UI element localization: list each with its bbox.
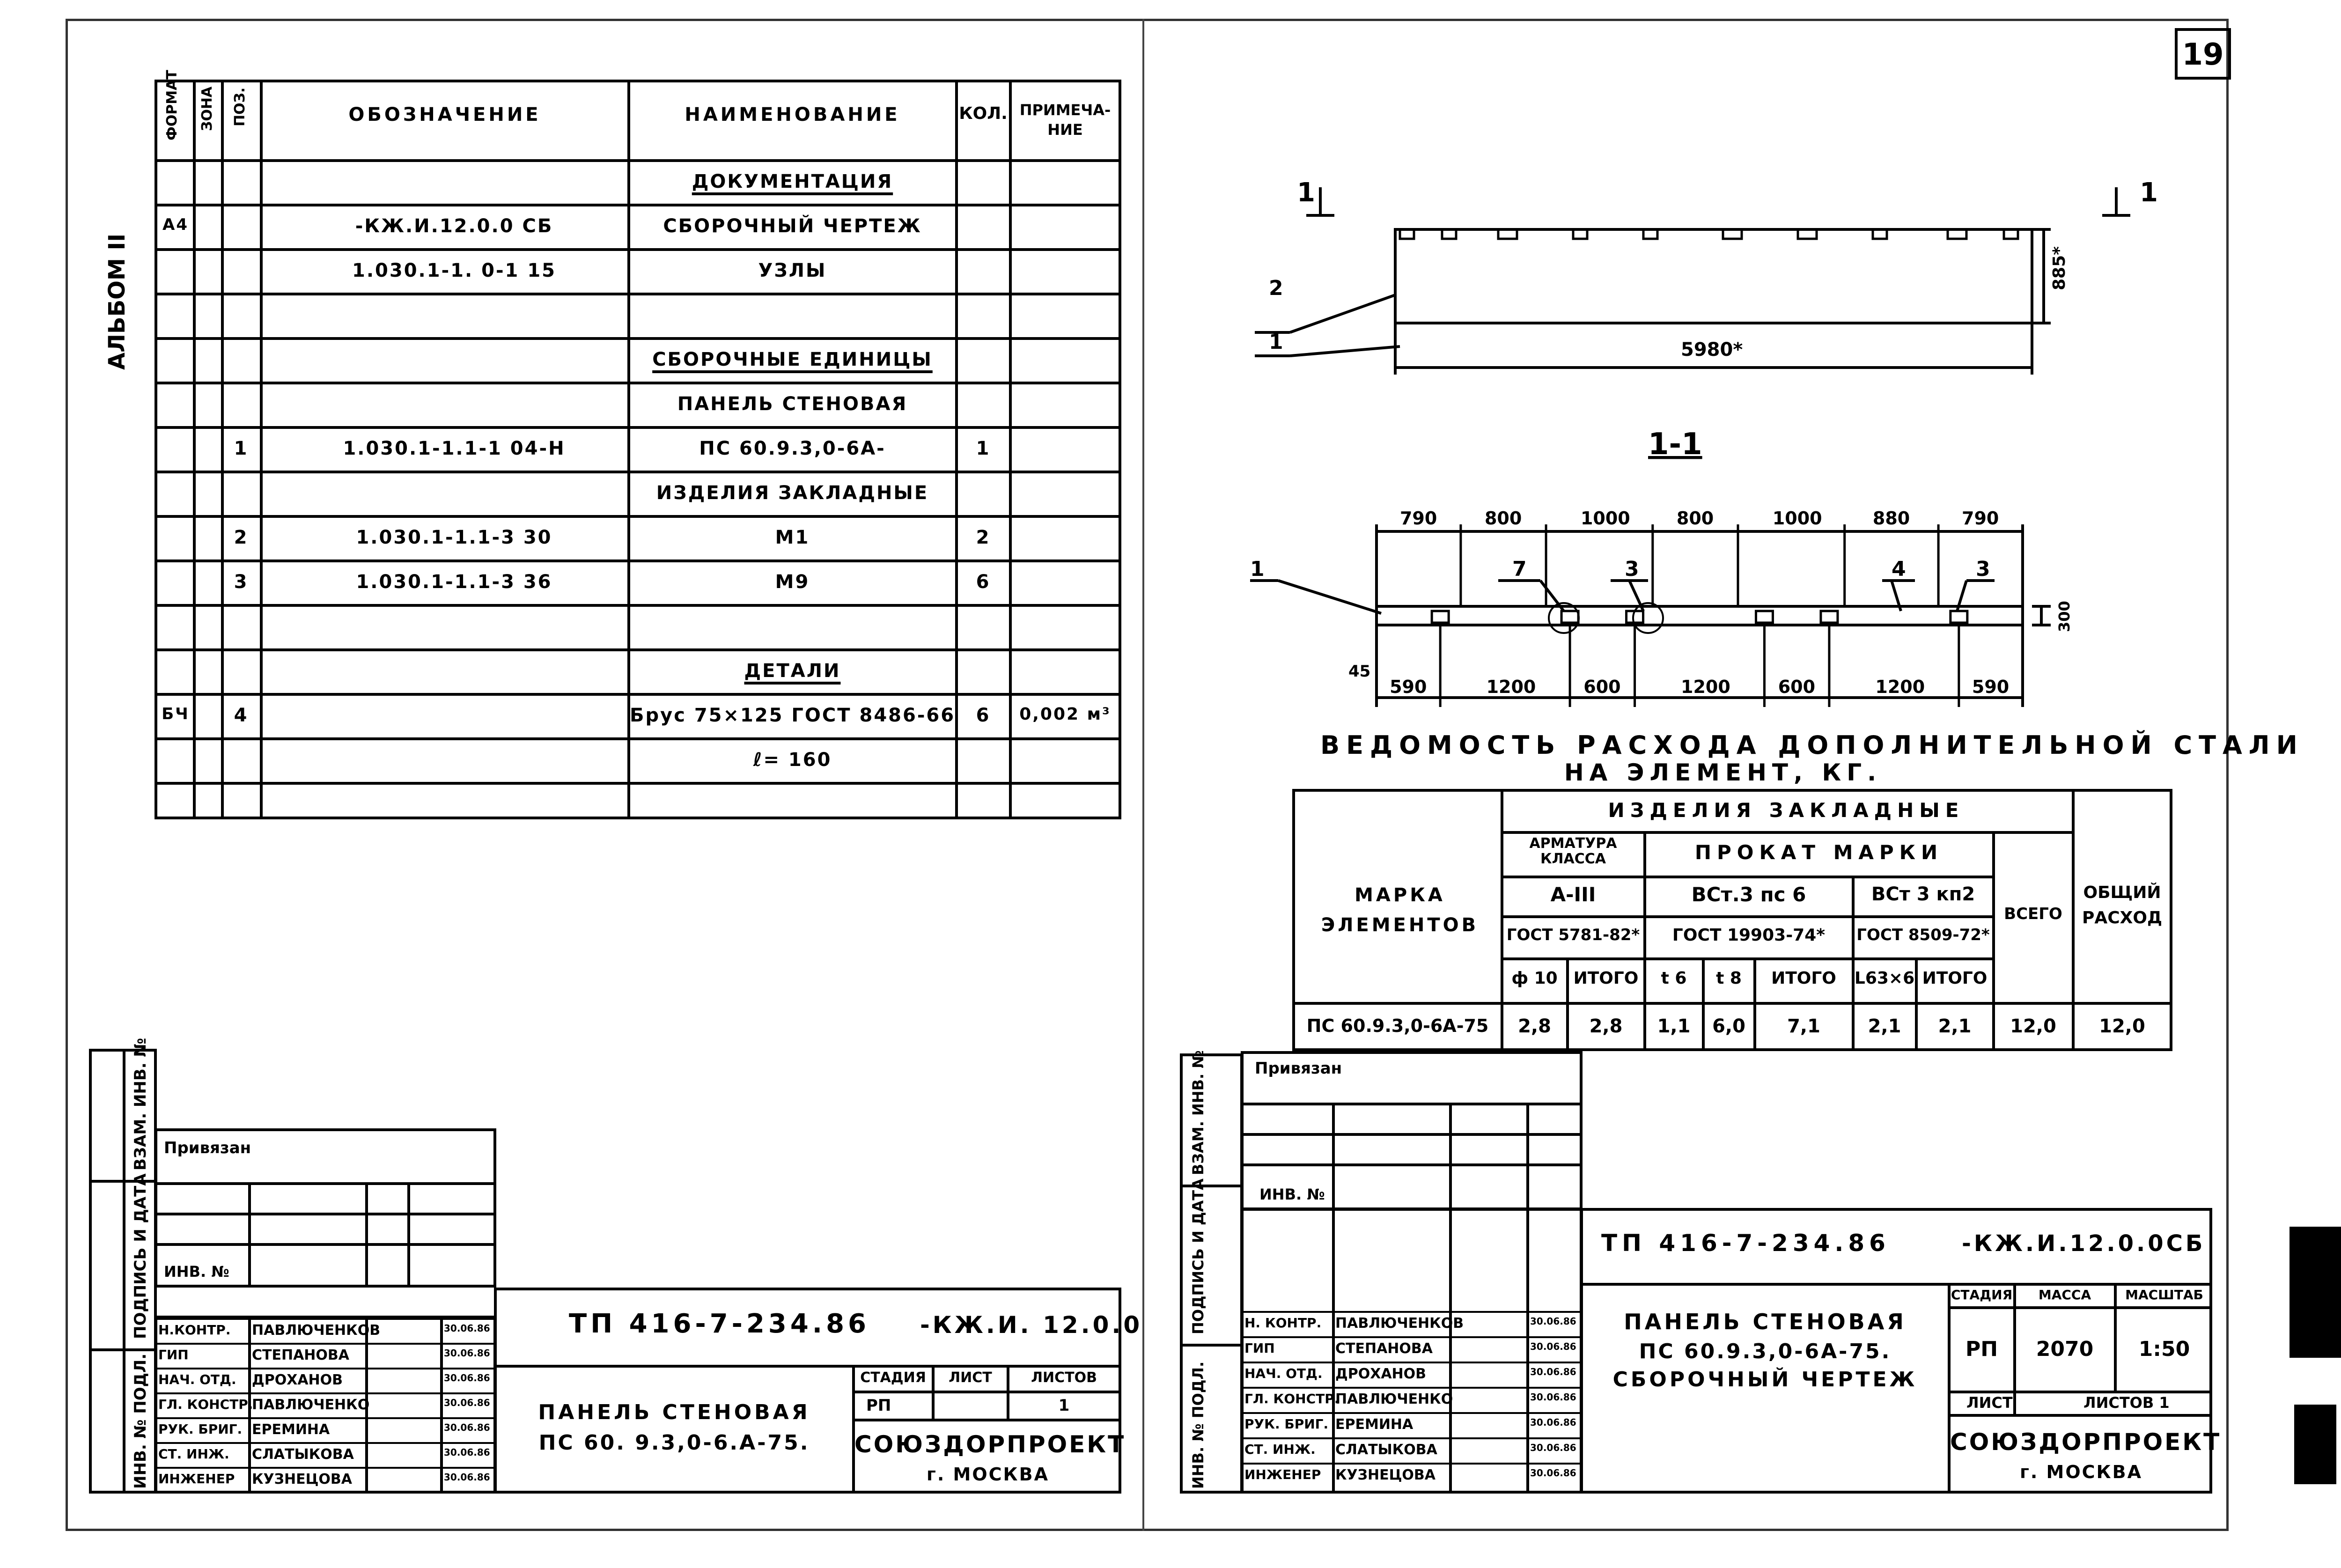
- right-scale-value: 1:50: [2138, 1337, 2190, 1361]
- right-privyazan-label: Привязан: [1255, 1059, 1342, 1078]
- spec-cell-pos: 3: [234, 571, 249, 593]
- spec-header-designation: ОБОЗНАЧЕНИЕ: [348, 104, 541, 125]
- staff-date: 30.06.86: [1530, 1391, 1576, 1403]
- privyazan-col: [1526, 1103, 1529, 1210]
- steel-value: 6,0: [1712, 1016, 1745, 1037]
- section-top-dim: 800: [1676, 508, 1714, 529]
- privyazan-line: [1241, 1133, 1583, 1136]
- staff-name: СЛАТЫКОВА: [252, 1446, 354, 1463]
- staff-name: СТЕПАНОВА: [1335, 1340, 1433, 1357]
- steel-subheader: ИТОГО: [1573, 969, 1639, 988]
- staff-date: 30.06.86: [1530, 1366, 1576, 1377]
- steel-value: 2,8: [1518, 1016, 1551, 1037]
- section-top-dim: 790: [1399, 508, 1437, 529]
- title-line: [852, 1419, 1121, 1421]
- spec-cell-name: Брус 75×125 ГОСТ 8486-66: [630, 705, 956, 726]
- right-sheet-header: ЛИСТ: [1966, 1394, 2013, 1412]
- embedded-item-mark: [1561, 611, 1578, 623]
- spec-cell-designation: 1.030.1-1. 0-1 15: [352, 260, 556, 281]
- spec-header-format: ФОРМАТ: [164, 70, 180, 140]
- staff-name: СЛАТЫКОВА: [1335, 1442, 1437, 1458]
- spec-cell-name: М1: [775, 527, 810, 548]
- spec-col-line: [260, 80, 263, 819]
- spec-cell-designation: 1.030.1-1.1-3 36: [356, 571, 552, 593]
- steel-subheader: t 8: [1716, 969, 1742, 988]
- spec-row-line: [155, 471, 1121, 473]
- title-line: [1948, 1391, 2212, 1393]
- section-mark-right: 1: [2140, 177, 2158, 208]
- staff-name: ПАВЛЮЧЕНКОВ: [1335, 1315, 1464, 1332]
- left-sheets-header: ЛИСТОВ: [1031, 1369, 1097, 1386]
- staff-col: [1526, 1208, 1529, 1494]
- privyazan-line: [155, 1243, 496, 1246]
- section-top-dim: 1000: [1772, 508, 1822, 529]
- left-org: СОЮЗДОРПРОЕКТ: [854, 1431, 1126, 1458]
- staff-role: ГЛ. КОНСТР.: [158, 1397, 253, 1412]
- right-mass-value: 2070: [2036, 1337, 2094, 1361]
- staff-row-line: [155, 1343, 496, 1345]
- staff-date: 30.06.86: [444, 1347, 490, 1359]
- steel-value: 12,0: [2099, 1016, 2145, 1037]
- left-code-suffix: -КЖ.И. 12.0.0: [920, 1311, 1143, 1339]
- staff-name: СТЕПАНОВА: [252, 1347, 349, 1363]
- embedded-item-mark: [1432, 611, 1449, 623]
- scan-edge-mark: [2289, 1227, 2341, 1358]
- steel-value: 2,1: [1868, 1016, 1901, 1037]
- staff-name: КУЗНЕЦОВА: [252, 1471, 352, 1487]
- left-stage-header: СТАДИЯ: [860, 1369, 926, 1386]
- spec-header-pos: ПОЗ.: [232, 87, 248, 126]
- section-callout: 1: [1250, 557, 1265, 581]
- staff-date: 30.06.86: [444, 1397, 490, 1408]
- embedded-item-mark: [1756, 611, 1773, 623]
- right-title-line-2: ПС 60.9.3,0-6А-75.: [1639, 1340, 1892, 1363]
- right-side-label-1: ВЗАМ. ИНВ. №: [1189, 1050, 1207, 1175]
- privyazan-col: [365, 1182, 368, 1288]
- steel-subheader: ИТОГО: [1771, 969, 1836, 988]
- staff-role: Н. КОНТР.: [1244, 1315, 1322, 1331]
- strip-divider: [123, 1049, 125, 1494]
- section-callout: 3: [1976, 557, 1990, 581]
- staff-role: ГИП: [158, 1347, 189, 1362]
- spec-cell-pos: 1: [234, 438, 249, 459]
- privyazan-line: [1241, 1103, 1583, 1105]
- spec-header-line: [155, 159, 1121, 162]
- steel-subheader: t 6: [1661, 969, 1687, 988]
- privyazan-col: [248, 1182, 251, 1288]
- steel-rolled-b: ВСт 3 кп2: [1871, 883, 1975, 905]
- spec-row-line: [155, 782, 1121, 785]
- steel-value: 7,1: [1787, 1016, 1820, 1037]
- spec-col-line: [193, 80, 196, 819]
- embedded-item-mark: [1951, 611, 1967, 623]
- spec-cell-name: СБОРОЧНЫЕ ЕДИНИЦЫ: [652, 349, 933, 370]
- spec-cell-format: А4: [162, 215, 189, 234]
- steel-rebar-header: АРМАТУРА КЛАССА: [1529, 835, 1617, 867]
- staff-row-line: [1241, 1362, 1583, 1363]
- staff-date: 30.06.86: [1530, 1467, 1576, 1479]
- spec-row-line: [155, 337, 1121, 340]
- steel-title-line-2: НА ЭЛЕМЕНТ, КГ.: [1564, 759, 1882, 786]
- steel-row: [1501, 876, 1992, 878]
- section-bottom-dim: 590: [1972, 677, 2010, 697]
- staff-row-line: [155, 1442, 496, 1444]
- staff-date: 30.06.86: [444, 1447, 490, 1458]
- left-side-label-1: ВЗАМ. ИНВ. №: [131, 1038, 150, 1170]
- spec-cell-name: ПС 60.9.3,0-6А-: [699, 438, 886, 459]
- staff-role: НАЧ. ОТД.: [158, 1372, 236, 1387]
- spec-row-line: [155, 737, 1121, 740]
- spec-row-line: [155, 426, 1121, 429]
- staff-col: [1332, 1208, 1335, 1494]
- left-stage-value: РП: [866, 1396, 891, 1415]
- right-inv-label: ИНВ. №: [1259, 1185, 1325, 1203]
- spec-header-qty: КОЛ.: [959, 104, 1008, 123]
- staff-role: Н.КОНТР.: [158, 1322, 231, 1338]
- right-scale-header: МАСШТАБ: [2125, 1287, 2203, 1303]
- section-mark-left: 1: [1297, 177, 1315, 208]
- spec-cell-name: ДОКУМЕНТАЦИЯ: [692, 171, 893, 192]
- scan-edge-mark: [2294, 1405, 2336, 1484]
- spec-cell-name: СБОРОЧНЫЙ ЧЕРТЕЖ: [663, 215, 922, 237]
- left-inv-label: ИНВ. №: [164, 1263, 229, 1281]
- privyazan-col: [1449, 1103, 1452, 1210]
- section-bottom-dim: 590: [1390, 677, 1427, 697]
- spec-cell-pos: 4: [234, 705, 249, 726]
- steel-total-header: ВСЕГО: [2004, 905, 2062, 923]
- spec-row-line: [155, 559, 1121, 562]
- steel-mark-header: МАРКА ЭЛЕМЕНТОВ: [1321, 884, 1479, 936]
- staff-name: ПАВЛЮЧЕНКО: [252, 1397, 370, 1413]
- steel-col: [1501, 789, 1503, 1051]
- staff-role: ГЛ. КОНСТР.: [1244, 1391, 1340, 1406]
- steel-row: [1292, 1002, 2172, 1005]
- spec-cell-note: 0,002 м³: [1019, 705, 1111, 724]
- staff-role: ИНЖЕНЕР: [158, 1471, 235, 1487]
- right-side-label-3: ИНВ. № ПОДЛ.: [1189, 1361, 1207, 1489]
- privyazan-col: [1332, 1103, 1335, 1210]
- staff-row-line: [1241, 1437, 1583, 1439]
- staff-row-line: [1241, 1336, 1583, 1338]
- left-side-label-2: ПОДПИСЬ И ДАТА: [131, 1173, 150, 1339]
- steel-subheader: ф 10: [1511, 969, 1558, 988]
- privyazan-col: [407, 1182, 410, 1288]
- left-privyazan-label: Привязан: [164, 1139, 251, 1157]
- spec-cell-designation: 1.030.1-1.1-1 04-Н: [343, 438, 566, 459]
- staff-name: ПАВЛЮЧЕНКО: [1335, 1391, 1453, 1407]
- right-title-line-3: СБОРОЧНЫЙ ЧЕРТЕЖ: [1612, 1368, 1918, 1391]
- elevation-height-dim: 885*: [2050, 246, 2069, 290]
- elevation-label-1: 1: [1269, 330, 1283, 354]
- panel-drawings: [1236, 169, 2158, 730]
- staff-date: 30.06.86: [444, 1372, 490, 1384]
- staff-role: ГИП: [1244, 1340, 1275, 1356]
- staff-row-line: [1241, 1412, 1583, 1414]
- album-label: АЛЬБОМ II: [104, 233, 130, 370]
- staff-row-line: [155, 1417, 496, 1419]
- steel-subheader: ИТОГО: [1922, 969, 1988, 988]
- section-top-dim: 880: [1872, 508, 1910, 529]
- spec-cell-name: ПАНЕЛЬ СТЕНОВАЯ: [677, 393, 908, 415]
- spec-cell-name: УЗЛЫ: [758, 260, 827, 281]
- staff-name: ПАВЛЮЧЕНКОВ: [252, 1322, 381, 1339]
- right-stage-header: СТАДИЯ: [1951, 1287, 2013, 1303]
- elevation-length-dim: 5980*: [1681, 339, 1743, 361]
- section-top-dim: 790: [1962, 508, 1999, 529]
- section-bottom-dim: 600: [1583, 677, 1621, 697]
- spec-row-line: [155, 693, 1121, 696]
- spec-cell-name: ИЗДЕЛИЯ ЗАКЛАДНЫЕ: [656, 482, 929, 504]
- spec-row-line: [155, 515, 1121, 518]
- right-title-line-1: ПАНЕЛЬ СТЕНОВАЯ: [1624, 1309, 1907, 1334]
- spec-row-line: [155, 382, 1121, 384]
- staff-name: ЕРЕМИНА: [252, 1421, 330, 1438]
- spec-row-line: [155, 248, 1121, 251]
- section-corner-dim: 45: [1348, 662, 1371, 681]
- steel-rebar-gost: ГОСТ 5781-82*: [1506, 926, 1640, 944]
- steel-overall-header: ОБЩИЙ РАСХОД: [2082, 883, 2163, 928]
- spec-header-zone: ЗОНА: [199, 86, 215, 131]
- left-city: г. МОСКВА: [927, 1464, 1049, 1485]
- spec-header-name: НАИМЕНОВАНИЕ: [685, 104, 900, 125]
- title-line: [494, 1365, 1121, 1368]
- section-top-dim: 800: [1484, 508, 1522, 529]
- spec-row-line: [155, 293, 1121, 295]
- staff-name: ДРОХАНОВ: [1335, 1366, 1427, 1382]
- staff-row-line: [155, 1318, 496, 1320]
- steel-embedded-header: ИЗДЕЛИЯ ЗАКЛАДНЫЕ: [1608, 799, 1965, 822]
- right-city: г. МОСКВА: [2020, 1462, 2142, 1482]
- staff-role: РУК. БРИГ.: [1244, 1416, 1329, 1432]
- sheet-center-divider: [1142, 19, 1144, 1531]
- staff-date: 30.06.86: [1530, 1341, 1576, 1352]
- steel-rolled-a: ВСт.3 пс 6: [1691, 883, 1806, 906]
- steel-rolled-a-gost: ГОСТ 19903-74*: [1672, 926, 1826, 945]
- right-stage-value: РП: [1965, 1337, 1998, 1361]
- strip-divider: [89, 1348, 157, 1351]
- staff-role: РУК. БРИГ.: [158, 1421, 243, 1437]
- title-line: [852, 1391, 1121, 1393]
- spec-cell-designation: 1.030.1-1.1-3 30: [356, 527, 552, 548]
- spec-cell-name: М9: [775, 571, 810, 593]
- privyazan-line: [1241, 1163, 1583, 1166]
- staff-role: НАЧ. ОТД.: [1244, 1366, 1323, 1381]
- left-sheets-value: 1: [1058, 1396, 1070, 1415]
- title-line: [1580, 1283, 2212, 1286]
- section-callout: 4: [1892, 557, 1906, 581]
- staff-date: 30.06.86: [444, 1422, 490, 1433]
- title-line: [1948, 1306, 2212, 1309]
- steel-rebar-class: А-III: [1550, 883, 1596, 906]
- steel-value: 12,0: [2010, 1016, 2056, 1037]
- right-sheets-header: ЛИСТОВ 1: [2083, 1394, 2170, 1412]
- spec-cell-format: БЧ: [162, 705, 190, 723]
- staff-date: 30.06.86: [1530, 1316, 1576, 1327]
- spec-cell-name: ДЕТАЛИ: [744, 660, 841, 682]
- spec-cell-qty: 1: [976, 438, 991, 459]
- steel-row: [1501, 915, 1992, 918]
- section-top-dim: 1000: [1580, 508, 1630, 529]
- staff-row-line: [1241, 1387, 1583, 1389]
- section-bottom-dim: 1200: [1875, 677, 1925, 697]
- staff-row-line: [155, 1467, 496, 1469]
- right-org: СОЮЗДОРПРОЕКТ: [1950, 1428, 2222, 1456]
- left-title-line-1: ПАНЕЛЬ СТЕНОВАЯ: [538, 1400, 810, 1424]
- steel-row-mark: ПС 60.9.3,0-6А-75: [1306, 1016, 1489, 1036]
- staff-role: СТ. ИНЖ.: [158, 1446, 229, 1462]
- embedded-item-mark: [1821, 611, 1838, 623]
- staff-date: 30.06.86: [1530, 1442, 1576, 1453]
- staff-date: 30.06.86: [1530, 1417, 1576, 1428]
- staff-row-line: [155, 1368, 496, 1369]
- staff-name: ДРОХАНОВ: [252, 1372, 343, 1388]
- staff-row-line: [1241, 1311, 1583, 1313]
- page-number: 19: [2182, 37, 2224, 72]
- spec-row-line: [155, 648, 1121, 651]
- spec-row-line: [155, 204, 1121, 206]
- steel-rolled-header: ПРОКАТ МАРКИ: [1694, 841, 1943, 864]
- right-code-suffix: -КЖ.И.12.0.0СБ: [1962, 1230, 2206, 1257]
- staff-date: 30.06.86: [444, 1323, 490, 1334]
- spec-row-line: [155, 604, 1121, 607]
- spec-header-note: ПРИМЕЧА-НИЕ: [1019, 101, 1111, 139]
- section-side-dim: 300: [2055, 601, 2073, 632]
- staff-row-line: [155, 1392, 496, 1394]
- staff-name: КУЗНЕЦОВА: [1335, 1467, 1436, 1483]
- right-side-label-2: ПОДПИСЬ И ДАТА: [1189, 1178, 1207, 1334]
- steel-value: 1,1: [1657, 1016, 1691, 1037]
- staff-name: ЕРЕМИНА: [1335, 1416, 1413, 1433]
- spec-cell-qty: 2: [976, 527, 991, 548]
- section-title: 1-1: [1648, 427, 1702, 462]
- steel-subheader: L63×6: [1854, 969, 1915, 988]
- spec-cell-qty: 6: [976, 571, 991, 593]
- steel-value: 2,8: [1589, 1016, 1623, 1037]
- title-line: [1948, 1414, 2212, 1417]
- staff-row-line: [1241, 1463, 1583, 1465]
- spec-cell-qty: 6: [976, 705, 991, 726]
- privyazan-line: [155, 1213, 496, 1215]
- left-code: ТП 416-7-234.86: [569, 1309, 870, 1339]
- left-title-line-2: ПС 60. 9.3,0-6.А-75.: [538, 1431, 810, 1455]
- steel-row: [1501, 831, 2072, 834]
- section-bottom-dim: 600: [1778, 677, 1816, 697]
- left-sheet-header: ЛИСТ: [949, 1369, 992, 1386]
- section-callout: 7: [1512, 557, 1527, 581]
- staff-date: 30.06.86: [444, 1472, 490, 1483]
- privyazan-line: [155, 1182, 496, 1185]
- section-bottom-dim: 1200: [1681, 677, 1730, 697]
- right-code: ТП 416-7-234.86: [1601, 1229, 1890, 1257]
- steel-row: [1501, 957, 1992, 960]
- title-col: [1948, 1283, 1951, 1494]
- section-bottom-dim: 1200: [1486, 677, 1536, 697]
- spec-cell-pos: 2: [234, 527, 249, 548]
- staff-col: [1449, 1208, 1452, 1494]
- spec-cell-designation: -КЖ.И.12.0.0 СБ: [355, 215, 553, 237]
- staff-role: ИНЖЕНЕР: [1244, 1467, 1321, 1482]
- steel-rolled-b-gost: ГОСТ 8509-72*: [1856, 926, 1990, 944]
- steel-title-line-1: ВЕДОМОСТЬ РАСХОДА ДОПОЛНИТЕЛЬНОЙ СТАЛИ: [1320, 730, 2304, 760]
- strip-divider: [1180, 1344, 1243, 1347]
- spec-cell-name: ℓ= 160: [753, 749, 832, 771]
- left-side-label-3: ИНВ. № ПОДЛ.: [131, 1353, 150, 1489]
- steel-value: 2,1: [1938, 1016, 1972, 1037]
- staff-role: СТ. ИНЖ.: [1244, 1442, 1316, 1457]
- right-mass-header: МАССА: [2038, 1287, 2091, 1303]
- elevation-label-2: 2: [1269, 276, 1283, 300]
- section-callout: 3: [1625, 557, 1639, 581]
